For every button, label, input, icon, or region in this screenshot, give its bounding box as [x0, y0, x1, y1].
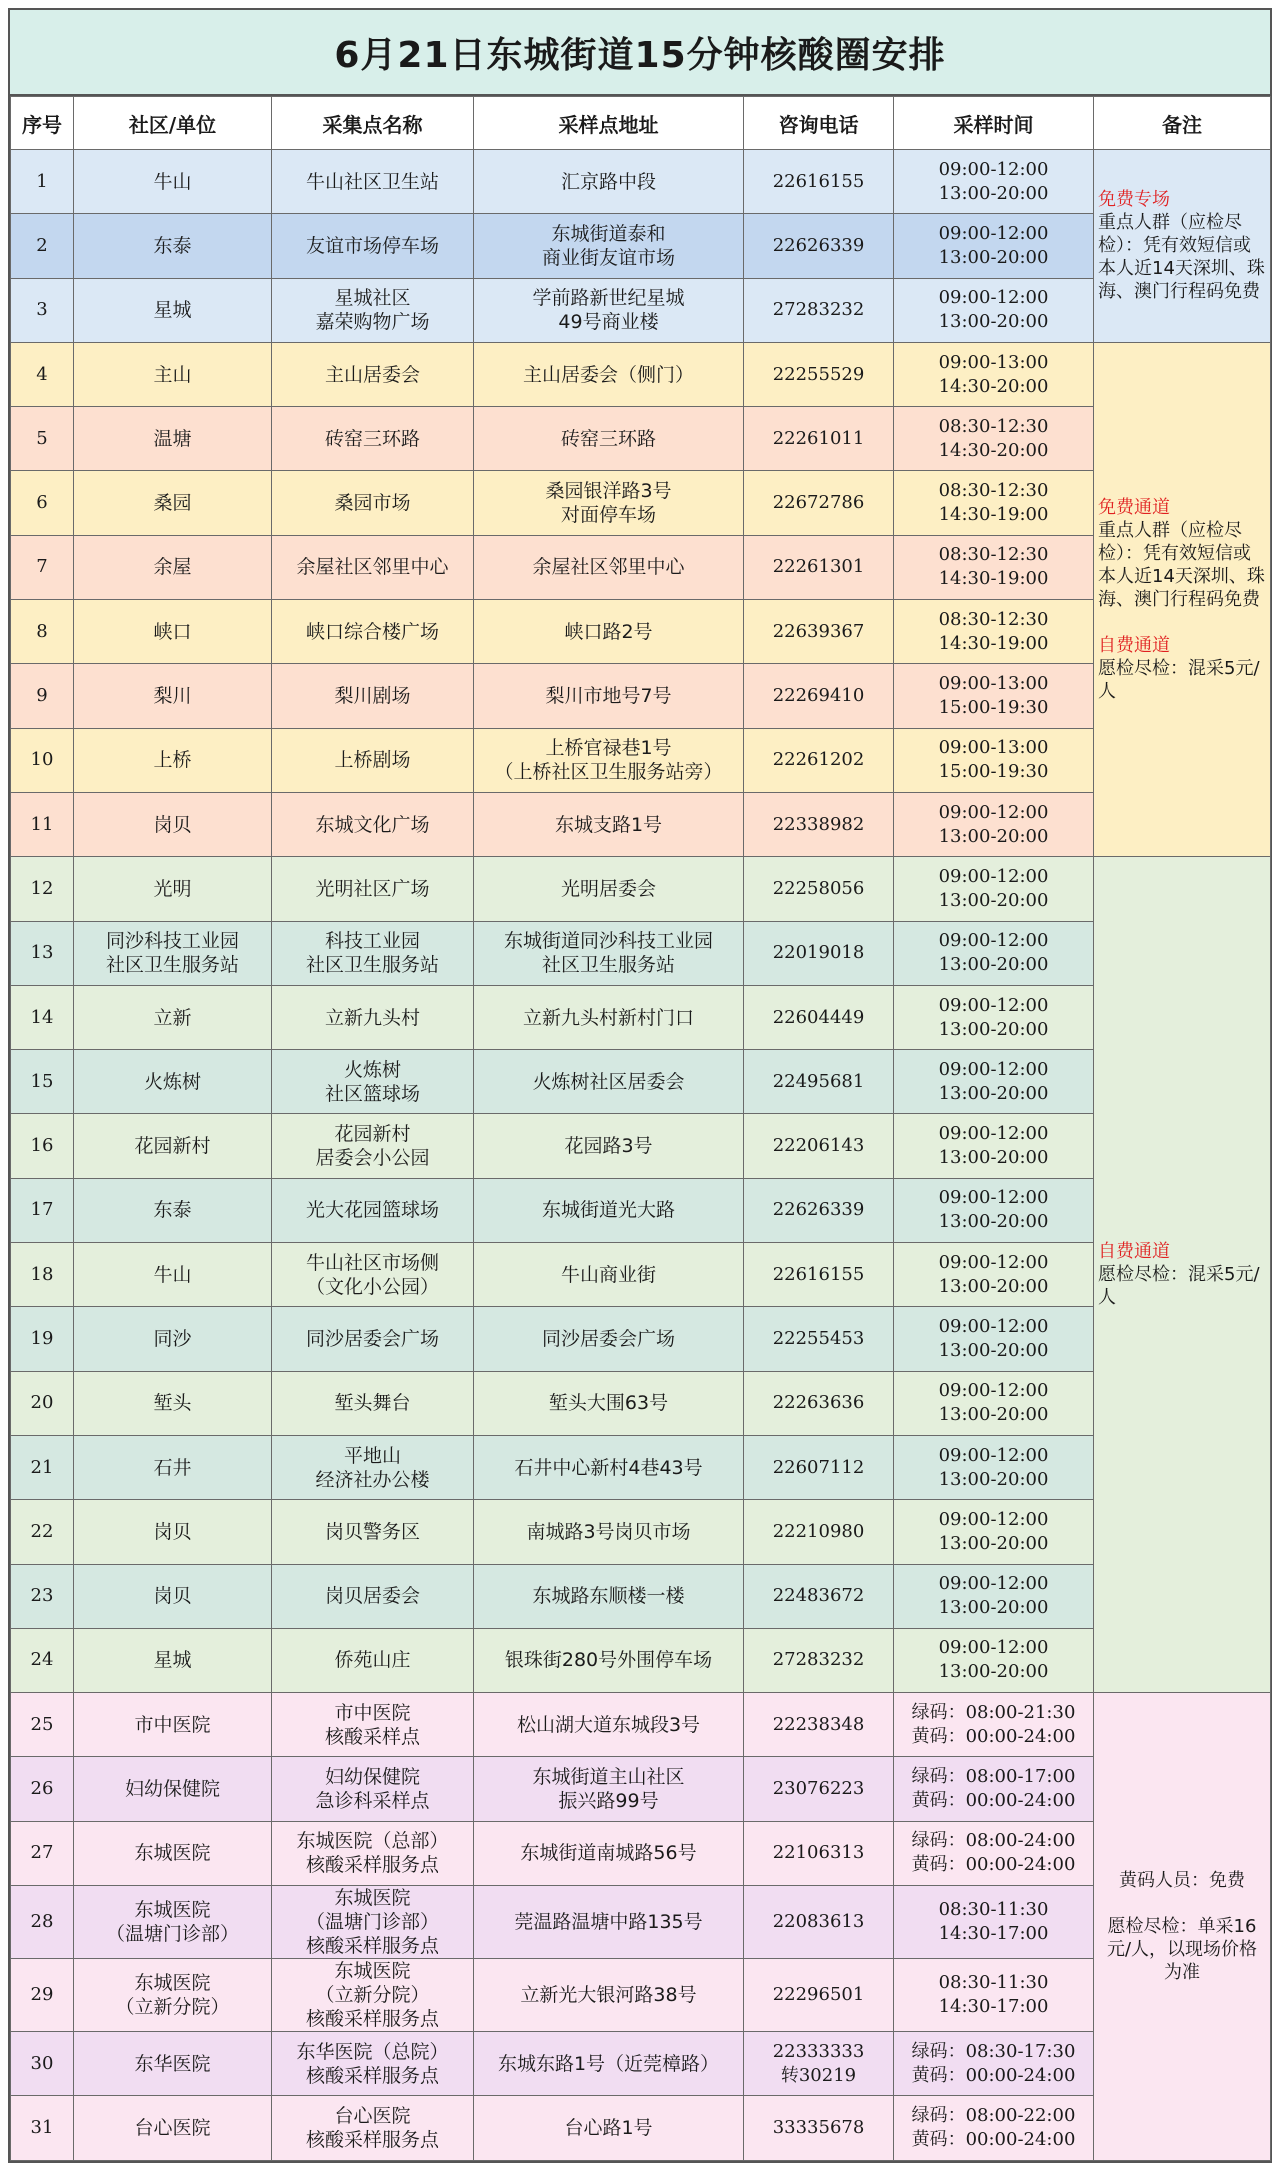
row-number: 7 [11, 535, 74, 599]
note-text: 重点人群（应检尽检）：凭有效短信或本人近14天深圳、珠海、澳门行程码免费 [1098, 520, 1265, 611]
note-channel-label: 免费专场 [1098, 189, 1170, 211]
community-cell: 花园新村 [74, 1114, 272, 1178]
community-cell: 岗贝 [74, 792, 272, 856]
phone-cell: 22616155 [744, 150, 894, 214]
note-text: 重点人群（应检尽检）：凭有效短信或本人近14天深圳、珠海、澳门行程码免费 [1098, 212, 1265, 303]
header-row [11, 97, 1271, 150]
table-row [11, 214, 1271, 278]
address-cell: 余屋社区邻里中心 [474, 535, 744, 599]
address-cell: 松山湖大道东城段3号 [474, 1693, 744, 1757]
address-cell: 峡口路2号 [474, 600, 744, 664]
address-cell: 台心路1号 [474, 2096, 744, 2160]
row-number: 6 [11, 471, 74, 535]
community-cell: 星城 [74, 1628, 272, 1692]
address-cell: 东城街道南城路56号 [474, 1821, 744, 1885]
phone-cell: 22106313 [744, 1821, 894, 1885]
site-name-cell: 平地山 经济社办公楼 [272, 1435, 474, 1499]
site-name-cell: 同沙居委会广场 [272, 1307, 474, 1371]
time-cell: 09:00-13:00 14:30-20:00 [894, 342, 1094, 406]
table-row [11, 1435, 1271, 1499]
community-cell: 牛山 [74, 150, 272, 214]
time-cell: 09:00-12:00 13:00-20:00 [894, 214, 1094, 278]
site-name-cell: 侨苑山庄 [272, 1628, 474, 1692]
time-cell: 09:00-12:00 13:00-20:00 [894, 1628, 1094, 1692]
table-row [11, 2096, 1271, 2160]
row-number: 26 [11, 1757, 74, 1821]
site-name-cell: 友谊市场停车场 [272, 214, 474, 278]
table-row [11, 1564, 1271, 1628]
site-name-cell: 科技工业园 社区卫生服务站 [272, 921, 474, 985]
site-name-cell: 东城文化广场 [272, 792, 474, 856]
community-cell: 余屋 [74, 535, 272, 599]
site-name-cell: 妇幼保健院 急诊科采样点 [272, 1757, 474, 1821]
row-number: 16 [11, 1114, 74, 1178]
community-cell: 立新 [74, 985, 272, 1049]
phone-cell: 22258056 [744, 857, 894, 921]
time-cell: 08:30-12:30 14:30-20:00 [894, 407, 1094, 471]
address-cell: 立新光大银河路38号 [474, 1959, 744, 2032]
row-number: 11 [11, 792, 74, 856]
table-row [11, 600, 1271, 664]
table-row [11, 792, 1271, 856]
site-name-cell: 东城医院 （温塘门诊部） 核酸采样服务点 [272, 1886, 474, 1959]
row-number: 15 [11, 1050, 74, 1114]
table-row [11, 728, 1271, 792]
table-row [11, 278, 1271, 342]
phone-cell: 22269410 [744, 664, 894, 728]
phone-cell: 22206143 [744, 1114, 894, 1178]
phone-cell: 22495681 [744, 1050, 894, 1114]
header-no: 序号 [11, 97, 74, 150]
address-cell: 主山居委会（侧门） [474, 342, 744, 406]
note-channel-label: 自费通道 [1098, 635, 1170, 657]
community-cell: 东泰 [74, 214, 272, 278]
header-time: 采样时间 [894, 97, 1094, 150]
row-number: 10 [11, 728, 74, 792]
time-cell: 09:00-12:00 13:00-20:00 [894, 921, 1094, 985]
time-cell: 绿码：08:30-17:30 黄码：00:00-24:00 [894, 2032, 1094, 2096]
address-cell: 堑头大围63号 [474, 1371, 744, 1435]
community-cell: 东城医院 （温塘门诊部） [74, 1886, 272, 1959]
table-row [11, 921, 1271, 985]
time-cell: 09:00-12:00 13:00-20:00 [894, 1371, 1094, 1435]
row-number: 20 [11, 1371, 74, 1435]
community-cell: 牛山 [74, 1243, 272, 1307]
row-number: 29 [11, 1959, 74, 2032]
address-cell: 立新九头村新村门口 [474, 985, 744, 1049]
time-cell: 09:00-12:00 13:00-20:00 [894, 1307, 1094, 1371]
row-number: 18 [11, 1243, 74, 1307]
site-name-cell: 火炼树 社区篮球场 [272, 1050, 474, 1114]
phone-cell: 22210980 [744, 1500, 894, 1564]
phone-cell: 22483672 [744, 1564, 894, 1628]
site-name-cell: 花园新村 居委会小公园 [272, 1114, 474, 1178]
time-cell: 09:00-12:00 13:00-20:00 [894, 1050, 1094, 1114]
address-cell: 光明居委会 [474, 857, 744, 921]
row-number: 17 [11, 1178, 74, 1242]
community-cell: 星城 [74, 278, 272, 342]
phone-cell: 23076223 [744, 1757, 894, 1821]
site-name-cell: 余屋社区邻里中心 [272, 535, 474, 599]
row-number: 13 [11, 921, 74, 985]
row-number: 25 [11, 1693, 74, 1757]
community-cell: 同沙科技工业园 社区卫生服务站 [74, 921, 272, 985]
header-address: 采样点地址 [474, 97, 744, 150]
note-text: 愿检尽检：混采5元/人 [1098, 1264, 1260, 1309]
site-name-cell: 东城医院（总部） 核酸采样服务点 [272, 1821, 474, 1885]
site-name-cell: 星城社区 嘉荣购物广场 [272, 278, 474, 342]
note-cell [1094, 857, 1271, 1693]
site-name-cell: 立新九头村 [272, 985, 474, 1049]
time-cell: 08:30-12:30 14:30-19:00 [894, 600, 1094, 664]
table-row [11, 857, 1271, 921]
time-cell: 09:00-12:00 13:00-20:00 [894, 1435, 1094, 1499]
phone-cell: 22338982 [744, 792, 894, 856]
address-cell: 石井中心新村4巷43号 [474, 1435, 744, 1499]
table-row [11, 1114, 1271, 1178]
site-name-cell: 牛山社区卫生站 [272, 150, 474, 214]
community-cell: 桑园 [74, 471, 272, 535]
note-cell [1094, 1693, 1271, 2160]
site-name-cell: 东华医院（总院） 核酸采样服务点 [272, 2032, 474, 2096]
row-number: 31 [11, 2096, 74, 2160]
site-name-cell: 梨川剧场 [272, 664, 474, 728]
time-cell: 绿码：08:00-24:00 黄码：00:00-24:00 [894, 1821, 1094, 1885]
site-name-cell: 峡口综合楼广场 [272, 600, 474, 664]
note-channel-label: 免费通道 [1098, 497, 1170, 519]
note-text: 愿检尽检：单采16元/人，以现场价格为准 [1106, 1915, 1258, 1983]
time-cell: 绿码：08:00-17:00 黄码：00:00-24:00 [894, 1757, 1094, 1821]
table-row [11, 407, 1271, 471]
address-cell: 东城路东顺楼一楼 [474, 1564, 744, 1628]
time-cell: 09:00-12:00 13:00-20:00 [894, 1564, 1094, 1628]
address-cell: 牛山商业街 [474, 1243, 744, 1307]
phone-cell: 22626339 [744, 214, 894, 278]
community-cell: 市中医院 [74, 1693, 272, 1757]
phone-cell: 22333333 转30219 [744, 2032, 894, 2096]
row-number: 14 [11, 985, 74, 1049]
header-community: 社区/单位 [74, 97, 272, 150]
table-row [11, 1628, 1271, 1692]
header-note: 备注 [1094, 97, 1271, 150]
community-cell: 火炼树 [74, 1050, 272, 1114]
community-cell: 东城医院 （立新分院） [74, 1959, 272, 2032]
site-name-cell: 堑头舞台 [272, 1371, 474, 1435]
schedule-table [10, 96, 1271, 2161]
row-number: 5 [11, 407, 74, 471]
time-cell: 09:00-12:00 13:00-20:00 [894, 1178, 1094, 1242]
address-cell: 汇京路中段 [474, 150, 744, 214]
community-cell: 石井 [74, 1435, 272, 1499]
row-number: 27 [11, 1821, 74, 1885]
schedule-sheet [8, 8, 1272, 2163]
header-phone: 咨询电话 [744, 97, 894, 150]
note-text: 黄码人员：免费 [1119, 1869, 1245, 1891]
note-cell [1094, 150, 1271, 343]
row-number: 22 [11, 1500, 74, 1564]
row-number: 30 [11, 2032, 74, 2096]
community-cell: 上桥 [74, 728, 272, 792]
site-name-cell: 台心医院 核酸采样服务点 [272, 2096, 474, 2160]
note-text: 愿检尽检：混采5元/人 [1098, 658, 1260, 703]
address-cell: 莞温路温塘中路135号 [474, 1886, 744, 1959]
phone-cell: 22263636 [744, 1371, 894, 1435]
community-cell: 台心医院 [74, 2096, 272, 2160]
row-number: 23 [11, 1564, 74, 1628]
row-number: 2 [11, 214, 74, 278]
address-cell: 银珠街280号外围停车场 [474, 1628, 744, 1692]
time-cell: 08:30-12:30 14:30-19:00 [894, 471, 1094, 535]
time-cell: 09:00-13:00 15:00-19:30 [894, 664, 1094, 728]
table-row [11, 664, 1271, 728]
site-name-cell: 上桥剧场 [272, 728, 474, 792]
phone-cell: 22255529 [744, 342, 894, 406]
row-number: 24 [11, 1628, 74, 1692]
note-channel-label: 自费通道 [1098, 1241, 1170, 1263]
table-row [11, 1757, 1271, 1821]
phone-cell: 22261202 [744, 728, 894, 792]
address-cell: 火炼树社区居委会 [474, 1050, 744, 1114]
address-cell: 桑园银洋路3号 对面停车场 [474, 471, 744, 535]
time-cell: 09:00-12:00 13:00-20:00 [894, 857, 1094, 921]
time-cell: 09:00-12:00 13:00-20:00 [894, 278, 1094, 342]
community-cell: 温塘 [74, 407, 272, 471]
time-cell: 绿码：08:00-21:30 黄码：00:00-24:00 [894, 1693, 1094, 1757]
community-cell: 堑头 [74, 1371, 272, 1435]
time-cell: 09:00-12:00 13:00-20:00 [894, 150, 1094, 214]
phone-cell: 22238348 [744, 1693, 894, 1757]
address-cell: 东城街道同沙科技工业园 社区卫生服务站 [474, 921, 744, 985]
table-row [11, 1500, 1271, 1564]
table-row [11, 1886, 1271, 1959]
address-cell: 学前路新世纪星城 49号商业楼 [474, 278, 744, 342]
address-cell: 上桥官禄巷1号 （上桥社区卫生服务站旁） [474, 728, 744, 792]
address-cell: 东城街道主山社区 振兴路99号 [474, 1757, 744, 1821]
phone-cell: 22672786 [744, 471, 894, 535]
row-number: 4 [11, 342, 74, 406]
site-name-cell: 市中医院 核酸采样点 [272, 1693, 474, 1757]
phone-cell: 22019018 [744, 921, 894, 985]
address-cell: 东城东路1号（近莞樟路） [474, 2032, 744, 2096]
time-cell: 09:00-13:00 15:00-19:30 [894, 728, 1094, 792]
table-row [11, 1821, 1271, 1885]
phone-cell: 22255453 [744, 1307, 894, 1371]
address-cell: 同沙居委会广场 [474, 1307, 744, 1371]
site-name-cell: 主山居委会 [272, 342, 474, 406]
site-name-cell: 岗贝居委会 [272, 1564, 474, 1628]
page-title: 6月21日东城街道15分钟核酸圈安排 [10, 10, 1270, 96]
time-cell: 09:00-12:00 13:00-20:00 [894, 1500, 1094, 1564]
site-name-cell: 光大花园篮球场 [272, 1178, 474, 1242]
community-cell: 岗贝 [74, 1500, 272, 1564]
address-cell: 砖窑三环路 [474, 407, 744, 471]
community-cell: 峡口 [74, 600, 272, 664]
community-cell: 主山 [74, 342, 272, 406]
site-name-cell: 砖窑三环路 [272, 407, 474, 471]
table-row [11, 1371, 1271, 1435]
community-cell: 梨川 [74, 664, 272, 728]
community-cell: 同沙 [74, 1307, 272, 1371]
site-name-cell: 桑园市场 [272, 471, 474, 535]
phone-cell: 22296501 [744, 1959, 894, 2032]
header-site: 采集点名称 [272, 97, 474, 150]
phone-cell: 22261301 [744, 535, 894, 599]
time-cell: 绿码：08:00-22:00 黄码：00:00-24:00 [894, 2096, 1094, 2160]
community-cell: 光明 [74, 857, 272, 921]
phone-cell: 27283232 [744, 278, 894, 342]
phone-cell: 22083613 [744, 1886, 894, 1959]
table-row [11, 1050, 1271, 1114]
row-number: 12 [11, 857, 74, 921]
table-row [11, 1178, 1271, 1242]
note-cell [1094, 342, 1271, 856]
community-cell: 岗贝 [74, 1564, 272, 1628]
phone-cell: 22639367 [744, 600, 894, 664]
time-cell: 08:30-12:30 14:30-19:00 [894, 535, 1094, 599]
community-cell: 东华医院 [74, 2032, 272, 2096]
time-cell: 08:30-11:30 14:30-17:00 [894, 1886, 1094, 1959]
table-row [11, 1959, 1271, 2032]
table-row [11, 535, 1271, 599]
site-name-cell: 光明社区广场 [272, 857, 474, 921]
table-row [11, 1307, 1271, 1371]
community-cell: 妇幼保健院 [74, 1757, 272, 1821]
row-number: 28 [11, 1886, 74, 1959]
table-row [11, 150, 1271, 214]
phone-cell: 22261011 [744, 407, 894, 471]
table-row [11, 342, 1271, 406]
phone-cell: 33335678 [744, 2096, 894, 2160]
address-cell: 东城街道光大路 [474, 1178, 744, 1242]
address-cell: 梨川市地号7号 [474, 664, 744, 728]
phone-cell: 27283232 [744, 1628, 894, 1692]
row-number: 9 [11, 664, 74, 728]
site-name-cell: 东城医院 （立新分院） 核酸采样服务点 [272, 1959, 474, 2032]
phone-cell: 22626339 [744, 1178, 894, 1242]
site-name-cell: 牛山社区市场侧 （文化小公园） [272, 1243, 474, 1307]
time-cell: 09:00-12:00 13:00-20:00 [894, 985, 1094, 1049]
table-row [11, 1693, 1271, 1757]
community-cell: 东城医院 [74, 1821, 272, 1885]
time-cell: 09:00-12:00 13:00-20:00 [894, 1243, 1094, 1307]
site-name-cell: 岗贝警务区 [272, 1500, 474, 1564]
row-number: 1 [11, 150, 74, 214]
address-cell: 南城路3号岗贝市场 [474, 1500, 744, 1564]
row-number: 21 [11, 1435, 74, 1499]
phone-cell: 22616155 [744, 1243, 894, 1307]
table-row [11, 471, 1271, 535]
address-cell: 东城支路1号 [474, 792, 744, 856]
row-number: 19 [11, 1307, 74, 1371]
row-number: 3 [11, 278, 74, 342]
phone-cell: 22604449 [744, 985, 894, 1049]
time-cell: 09:00-12:00 13:00-20:00 [894, 1114, 1094, 1178]
address-cell: 花园路3号 [474, 1114, 744, 1178]
address-cell: 东城街道泰和 商业街友谊市场 [474, 214, 744, 278]
table-row [11, 2032, 1271, 2096]
time-cell: 08:30-11:30 14:30-17:00 [894, 1959, 1094, 2032]
time-cell: 09:00-12:00 13:00-20:00 [894, 792, 1094, 856]
phone-cell: 22607112 [744, 1435, 894, 1499]
table-row [11, 1243, 1271, 1307]
table-row [11, 985, 1271, 1049]
community-cell: 东泰 [74, 1178, 272, 1242]
row-number: 8 [11, 600, 74, 664]
